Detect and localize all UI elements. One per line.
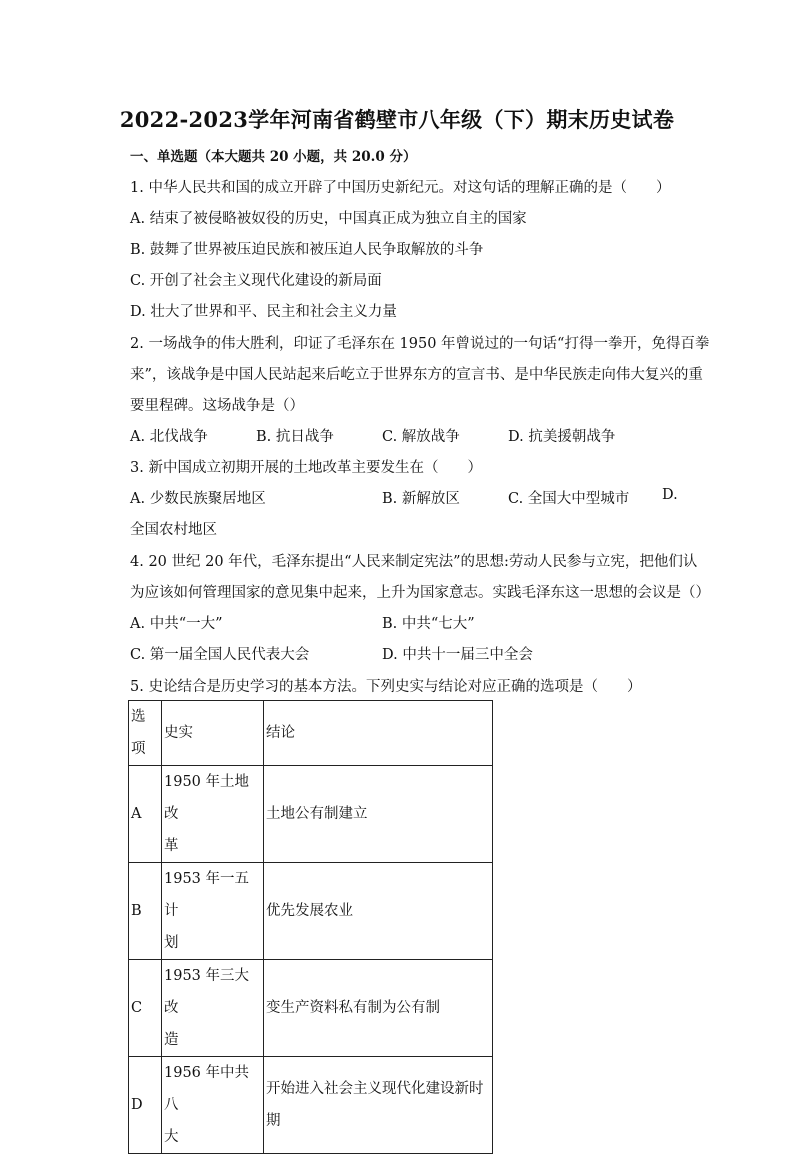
question-5-table	[128, 700, 493, 1154]
question-1-option-d: D. 壮大了世界和平、民主和社会主义力量	[130, 304, 397, 320]
question-1-option-a: A. 结束了被侵略被奴役的历史，中国真正成为独立自主的国家	[130, 211, 527, 227]
question-2-option-d: D. 抗美援朝战争	[508, 429, 616, 445]
fact-line-2: 革	[164, 838, 179, 854]
question-3-option-b: B. 新解放区	[382, 491, 460, 507]
table-cell-option: D	[129, 1057, 162, 1154]
table-cell-conclusion: 土地公有制建立	[264, 766, 493, 863]
fact-line-1: 1953 年三大改	[164, 968, 250, 1016]
question-4-stem-line-2: 为应该如何管理国家的意见集中起来，上升为国家意志。实践毛泽东这一思想的会议是（）	[130, 585, 710, 601]
fact-line-2: 大	[164, 1129, 179, 1145]
question-2-option-c: C. 解放战争	[382, 429, 460, 445]
question-5-stem: 5. 史论结合是历史学习的基本方法。下列史实与结论对应正确的选项是（ ）	[130, 679, 642, 695]
table-header-fact: 史实	[162, 701, 264, 766]
question-4-option-d: D. 中共十一届三中全会	[382, 647, 533, 663]
fact-line-2: 造	[164, 1032, 179, 1048]
question-2-stem-line-1: 2. 一场战争的伟大胜利，印证了毛泽东在 1950 年曾说过的一句话“打得一拳开，免得百拳	[130, 336, 710, 352]
table-cell-option: C	[129, 960, 162, 1057]
table-cell-fact	[162, 766, 264, 863]
table-cell-conclusion: 开始进入社会主义现代化建设新时期	[264, 1057, 493, 1154]
table-header-row	[129, 701, 493, 766]
table-cell-option: B	[129, 863, 162, 960]
table-cell-conclusion: 变生产资料私有制为公有制	[264, 960, 493, 1057]
question-4-stem-line-1: 4. 20 世纪 20 年代，毛泽东提出“人民来制定宪法”的思想:劳动人民参与立宪，把他们认	[130, 554, 698, 570]
table-row	[129, 863, 493, 960]
question-1-stem: 1. 中华人民共和国的成立开辟了中国历史新纪元。对这句话的理解正确的是（ ）	[130, 180, 671, 196]
question-4-option-a: A. 中共“一大”	[130, 616, 223, 632]
question-3-option-a: A. 少数民族聚居地区	[130, 491, 266, 507]
table-cell-fact	[162, 1057, 264, 1154]
table-cell-conclusion: 优先发展农业	[264, 863, 493, 960]
question-3-option-d-label: D.	[662, 487, 678, 503]
table-cell-option: A	[129, 766, 162, 863]
question-2-stem-line-2: 来”，该战争是中国人民站起来后屹立于世界东方的宣言书、是中华民族走向伟大复兴的重	[130, 367, 703, 383]
fact-line-2: 划	[164, 935, 179, 951]
table-cell-fact	[162, 863, 264, 960]
question-3-stem: 3. 新中国成立初期开展的土地改革主要发生在（ ）	[130, 460, 482, 476]
section-heading: 一、单选题（本大题共 20 小题，共 20.0 分）	[130, 149, 417, 165]
table-row	[129, 1057, 493, 1154]
question-3-option-d-text: 全国农村地区	[130, 522, 217, 538]
table-header-conclusion: 结论	[264, 701, 493, 766]
exam-title: 2022-2023学年河南省鹤壁市八年级（下）期末历史试卷	[119, 107, 675, 132]
fact-line-1: 1953 年一五计	[164, 871, 250, 919]
question-1-option-c: C. 开创了社会主义现代化建设的新局面	[130, 273, 382, 289]
question-2-option-b: B. 抗日战争	[256, 429, 334, 445]
question-3-option-c: C. 全国大中型城市	[508, 491, 630, 507]
question-2-stem-line-3: 要里程碑。这场战争是（）	[130, 398, 304, 414]
fact-line-1: 1950 年土地改	[164, 774, 250, 822]
question-1-option-b: B. 鼓舞了世界被压迫民族和被压迫人民争取解放的斗争	[130, 242, 484, 258]
question-4-option-c: C. 第一届全国人民代表大会	[130, 647, 310, 663]
table-header-option: 选项	[129, 701, 162, 766]
fact-line-1: 1956 年中共八	[164, 1065, 250, 1113]
table-row	[129, 960, 493, 1057]
question-2-option-a: A. 北伐战争	[130, 429, 208, 445]
table-cell-fact	[162, 960, 264, 1057]
question-4-option-b: B. 中共“七大”	[382, 616, 475, 632]
table-row	[129, 766, 493, 863]
